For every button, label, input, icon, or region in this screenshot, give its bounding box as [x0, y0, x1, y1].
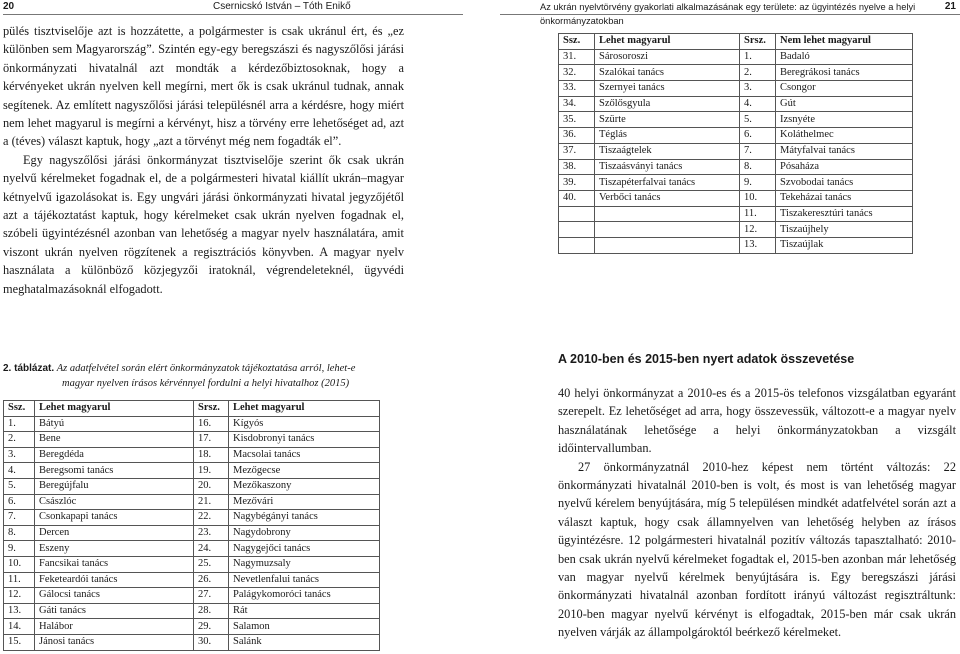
table-cell: 8.	[4, 525, 35, 541]
table-cell: 35.	[559, 112, 595, 128]
table-cell: Tekeházai tanács	[776, 190, 913, 206]
table-cell: Nevetlenfalui tanács	[229, 572, 380, 588]
table-caption	[3, 362, 403, 391]
body-paragraph: 27 önkormányzatnál 2010-hez képest nem történt változás: 22 önkormányzati hivatalnál 2010-ben is volt, és most is van lehetőség magyar nyelvű kérelem benyújtására, míg 5 településen mindkét adatfelvétel során azt a választ kaptuk, hogy csak államnyelven van lehetőség helyben az írásos ügyintézésre. 12 polgármesteri hivatalnál pozitív változás tapasztalható: 2010-ben csak ukrán nyelvű kérelmeket fogadtak el, 2015-ben azonban már lehetőség van magyar nyelvű kérelmek benyújtására is. Egy beregszászi járási önkormányzati hivatalnál azonban fordított irányú változást regisztráltunk: 2010-ben magyar nyelvű kérvényt is elfogadtak, 2015-ben már csak ukrán nyelven várják az állampolgároktól beérkező kérelmeket.	[558, 459, 956, 640]
table-cell: 9.	[4, 541, 35, 557]
table-cell: 18.	[194, 447, 229, 463]
table-cell: Sárosoroszi	[595, 49, 740, 65]
table-cell: Salamon	[229, 619, 380, 635]
table-cell: Szvobodai tanács	[776, 175, 913, 191]
table-cell: Kígyós	[229, 416, 380, 432]
table-cell: 1.	[4, 416, 35, 432]
table-cell: Macsolai tanács	[229, 447, 380, 463]
table-cell: Tiszaújlak	[776, 237, 913, 253]
table-cell: 15.	[4, 634, 35, 650]
table-cell: Eszeny	[35, 541, 194, 557]
table-cell: 5.	[740, 112, 776, 128]
table-cell: Tiszaújhely	[776, 222, 913, 238]
table-cell: Badaló	[776, 49, 913, 65]
left-header-authors: Csernicskó István – Tóth Enikő	[213, 1, 351, 12]
table-cell: 11.	[740, 206, 776, 222]
table-cell: Nagydobrony	[229, 525, 380, 541]
table-cell: Beregrákosi tanács	[776, 65, 913, 81]
table-cell: 30.	[194, 634, 229, 650]
right-page-header	[500, 0, 960, 26]
table-cell: Jánosi tanács	[35, 634, 194, 650]
table-cell: 26.	[194, 572, 229, 588]
table-row	[559, 206, 913, 222]
table-cell	[559, 237, 595, 253]
table-cell: Kisdobronyi tanács	[229, 432, 380, 448]
table-cell: Feketeardói tanács	[35, 572, 194, 588]
table-cell	[559, 222, 595, 238]
table-row	[559, 159, 913, 175]
table-cell: 25.	[194, 556, 229, 572]
table-cell: 6.	[4, 494, 35, 510]
table-cell: Tiszaágtelek	[595, 143, 740, 159]
header-cell: Lehet magyarul	[595, 34, 740, 50]
table-body	[4, 416, 380, 650]
table-cell: Mezőkaszony	[229, 478, 380, 494]
table-cell: 29.	[194, 619, 229, 635]
table-row	[559, 222, 913, 238]
table-cell: Beregsomi tanács	[35, 463, 194, 479]
table-row	[559, 143, 913, 159]
caption-text: magyar nyelven írásos kérvénnyel fordulni a helyi hivatalhoz (2015)	[62, 377, 350, 389]
table-row	[4, 634, 380, 650]
table-cell: Gút	[776, 96, 913, 112]
table-cell: Nagymuzsaly	[229, 556, 380, 572]
table-header-row	[559, 34, 913, 50]
body-paragraph: pülés tisztviselője azt is hozzátette, a polgármester is csak ukránul ért, és „ez különben sem Magyarország”. Szintén egy-egy beregszászi és nagyszőlősi járási önkormányzati hivatalnál azt mondták a kérdezőbiztosoknak, hogy a kérvényeket ukrán nyelven kell megírni, mert ők is csak ukránul tudnak, annak segítenek. Az említett nagyszőlősi járási településnél arra a kérdésre, hogy miért nem lehet magyarul is megírni a kérvényt, hisz a törvény erre lehetőséget ad, azt a (téves) választ kaptuk, hogy „azt a törvényt még nem fogadták el”.	[3, 24, 404, 149]
right-body-text	[558, 384, 956, 642]
table-cell: Mezőgecse	[229, 463, 380, 479]
table-row	[4, 619, 380, 635]
table-row	[4, 447, 380, 463]
table-cell: Dercen	[35, 525, 194, 541]
table-cell: 4.	[4, 463, 35, 479]
header-cell: Srsz.	[194, 401, 229, 417]
table-cell: 14.	[4, 619, 35, 635]
table-cell: Császlóc	[35, 494, 194, 510]
table-cell: Gálocsi tanács	[35, 588, 194, 604]
table-cell: Gáti tanács	[35, 603, 194, 619]
table-cell: Nagybégányi tanács	[229, 510, 380, 526]
body-paragraph: 40 helyi önkormányzat a 2010-es és a 2015-ös telefonos vizsgálatban egyaránt szerepelt. Ez lehetőséget ad arra, hogy összevessük, változott-e a magyar nyelv használatának lehetősége a helyi önkormányzatokban a vizsgált időintervallumban.	[558, 386, 956, 456]
table-row	[4, 603, 380, 619]
caption-text: Az adatfelvétel során elért önkormányzatok tájékoztatása arról, lehet-e	[56, 363, 356, 374]
table-row	[4, 432, 380, 448]
header-cell: Ssz.	[559, 34, 595, 50]
table-cell: Szernyei tanács	[595, 81, 740, 97]
left-body-text	[3, 22, 404, 298]
table-cell: Rát	[229, 603, 380, 619]
table-row	[559, 65, 913, 81]
table-row	[559, 81, 913, 97]
table-cell: 2.	[4, 432, 35, 448]
right-running-title: Az ukrán nyelvtörvény gyakorlati alkalmazásának egy területe: az ügyintézés nyelve a helyi önkormányzatokban	[540, 2, 916, 26]
table-cell: 22.	[194, 510, 229, 526]
table-body	[559, 49, 913, 253]
table-row	[4, 510, 380, 526]
table-row	[4, 541, 380, 557]
table-cell: 23.	[194, 525, 229, 541]
table-row	[559, 237, 913, 253]
table-cell: 12.	[740, 222, 776, 238]
table-cell: Tiszapéterfalvai tanács	[595, 175, 740, 191]
table-continuation	[558, 33, 913, 254]
section-heading: A 2010-ben és 2015-ben nyert adatok összevetése	[558, 352, 855, 366]
table-cell: 16.	[194, 416, 229, 432]
table-row	[4, 588, 380, 604]
table-cell: Mezővári	[229, 494, 380, 510]
table-cell: 27.	[194, 588, 229, 604]
table-cell: 32.	[559, 65, 595, 81]
table-row	[4, 494, 380, 510]
table-2	[3, 400, 380, 651]
table-cell: Beregdéda	[35, 447, 194, 463]
table-cell: Tiszaásványi tanács	[595, 159, 740, 175]
table-row	[559, 96, 913, 112]
table-cell: 11.	[4, 572, 35, 588]
table-cell	[559, 206, 595, 222]
table-cell: Palágykomoróci tanács	[229, 588, 380, 604]
table-cell: 7.	[740, 143, 776, 159]
table-cell: 34.	[559, 96, 595, 112]
table-cell: 8.	[740, 159, 776, 175]
table-cell: 24.	[194, 541, 229, 557]
table-cell: 37.	[559, 143, 595, 159]
table-cell: Koláthelmec	[776, 128, 913, 144]
table-cell: 17.	[194, 432, 229, 448]
right-page-number: 21	[944, 1, 956, 12]
table-cell: 36.	[559, 128, 595, 144]
table-cell: Bene	[35, 432, 194, 448]
left-page-header	[3, 0, 463, 15]
table-cell: Csonkapapi tanács	[35, 510, 194, 526]
table-cell: 20.	[194, 478, 229, 494]
left-page-number: 20	[3, 1, 15, 12]
table-cell: 12.	[4, 588, 35, 604]
table-row	[4, 463, 380, 479]
header-cell: Lehet magyarul	[229, 401, 380, 417]
table-row	[559, 128, 913, 144]
header-cell: Nem lehet magyarul	[776, 34, 913, 50]
table-header-row	[4, 401, 380, 417]
table-cell: Szalókai tanács	[595, 65, 740, 81]
body-paragraph: Egy nagyszőlősi járási önkormányzat tisztviselője szerint ők csak ukrán nyelvű kérelmeket fogadnak el, de a polgármesteri hivatal kiállít ukrán–magyar kétnyelvű igazolásokat is. Egy ungvári járási önkormányzati hivatal jegyzőjétől azt a tájékoztatást kaptuk, hogy kérelmeket csak ukrán nyelven fogadnak el, szóbeli ügyintézésnél azonban van lehetőség a magyar nyelv használatára, amit viszont ukrán nyelven rögzítenek a regisztrációs könyvben. A magyar nyelv használata a különböző közjegyzői iratoknál, végrendeleteknél, ügyvédi meghatalmazásoknál elfogadott.	[3, 152, 404, 296]
table-cell: 13.	[740, 237, 776, 253]
table-cell: Fancsikai tanács	[35, 556, 194, 572]
table-cell: 1.	[740, 49, 776, 65]
table-cell: 40.	[559, 190, 595, 206]
table-cell: 2.	[740, 65, 776, 81]
table-cell: 3.	[4, 447, 35, 463]
table-cell: Szőlősgyula	[595, 96, 740, 112]
table-cell: Téglás	[595, 128, 740, 144]
table-cell: 10.	[740, 190, 776, 206]
table-cell: Pósaháza	[776, 159, 913, 175]
table-cell: 38.	[559, 159, 595, 175]
table-cell: 10.	[4, 556, 35, 572]
caption-label: 2. táblázat.	[3, 363, 55, 374]
table-cell: 13.	[4, 603, 35, 619]
table-cell: 9.	[740, 175, 776, 191]
table-cell: Bátyú	[35, 416, 194, 432]
table-row	[4, 525, 380, 541]
table-cell: Verbőci tanács	[595, 190, 740, 206]
table-cell: 19.	[194, 463, 229, 479]
table-row	[559, 112, 913, 128]
table-row	[4, 416, 380, 432]
table-row	[4, 556, 380, 572]
table-cell: 28.	[194, 603, 229, 619]
table-cell: 21.	[194, 494, 229, 510]
table-cell: Mátyfalvai tanács	[776, 143, 913, 159]
table-cell	[595, 222, 740, 238]
table-cell: 5.	[4, 478, 35, 494]
table-row	[559, 190, 913, 206]
table-cell	[595, 206, 740, 222]
table-cell: 7.	[4, 510, 35, 526]
table-cell: 31.	[559, 49, 595, 65]
table-row	[559, 175, 913, 191]
table-cell: Nagygejőci tanács	[229, 541, 380, 557]
table-cell: Szürte	[595, 112, 740, 128]
table-cell: 39.	[559, 175, 595, 191]
table-cell: 3.	[740, 81, 776, 97]
table-cell: 33.	[559, 81, 595, 97]
table-row	[4, 572, 380, 588]
table-row	[559, 49, 913, 65]
table-cell: Salánk	[229, 634, 380, 650]
table-cell: 4.	[740, 96, 776, 112]
table-cell	[595, 237, 740, 253]
table-cell: 6.	[740, 128, 776, 144]
table-row	[4, 478, 380, 494]
table-cell: Izsnyéte	[776, 112, 913, 128]
table-cell: Halábor	[35, 619, 194, 635]
table-cell: Beregújfalu	[35, 478, 194, 494]
table-cell: Csongor	[776, 81, 913, 97]
header-cell: Srsz.	[740, 34, 776, 50]
table-cell: Tiszakeresztúri tanács	[776, 206, 913, 222]
header-cell: Ssz.	[4, 401, 35, 417]
header-cell: Lehet magyarul	[35, 401, 194, 417]
